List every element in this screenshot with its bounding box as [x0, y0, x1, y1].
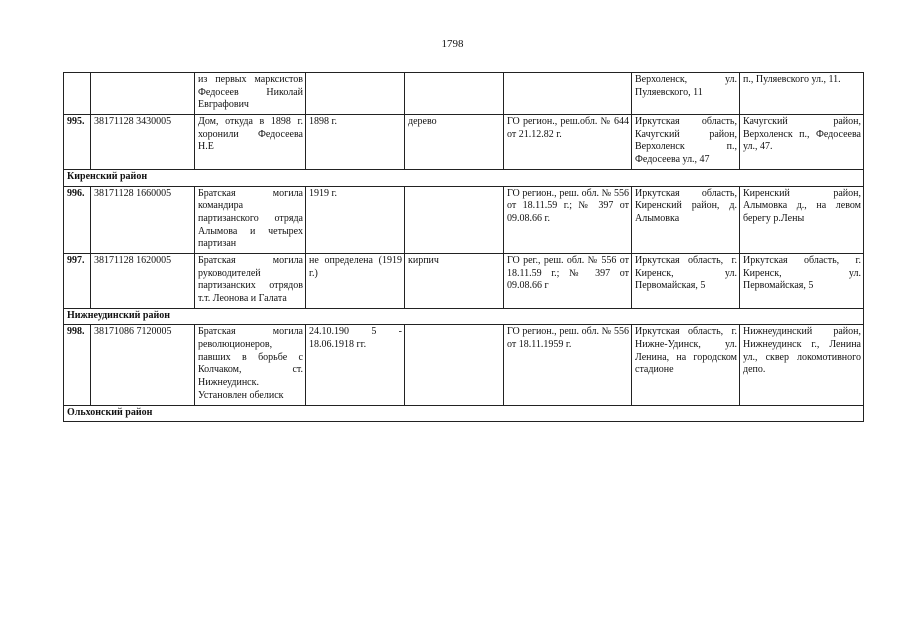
cell-date	[306, 73, 405, 115]
district-header-row	[64, 405, 864, 422]
table-row	[64, 186, 864, 253]
cell-description: Братская могила руководителей партизанских отрядов т.т. Леонова и Галата	[195, 253, 306, 308]
district-header-row	[64, 169, 864, 186]
cell-document: ГО регион., реш. обл. № 556 от 18.11.1959 г.	[504, 325, 632, 405]
cell-document: ГО рег., реш. обл. № 556 от 18.11.59 г.; № 397 от 09.08.66 г	[504, 253, 632, 308]
cell-code	[91, 73, 195, 115]
cell-code: 38171086 7120005	[91, 325, 195, 405]
cell-code: 38171128 3430005	[91, 115, 195, 170]
cell-material	[405, 186, 504, 253]
cell-num	[64, 73, 91, 115]
district-name: Ольхонский район	[64, 405, 864, 422]
cell-description: Братская могила революционеров, павших в борьбе с Колчаком, ст. Нижнеудинск. Установлен обелиск	[195, 325, 306, 405]
cell-description: Братская могила командира партизанского отряда Алымова и четырех партизан	[195, 186, 306, 253]
cell-date: 24.10.190 5 - 18.06.1918 гг.	[306, 325, 405, 405]
cell-date: не определена (1919 г.)	[306, 253, 405, 308]
table-row	[64, 115, 864, 170]
table-row	[64, 325, 864, 405]
cell-location: Иркутская область, г. Киренск, ул. Первомайская, 5	[632, 253, 740, 308]
cell-num: 995.	[64, 115, 91, 170]
cell-date: 1898 г.	[306, 115, 405, 170]
cell-description: из первых марксистов Федосеев Николай Евграфович	[195, 73, 306, 115]
cell-address: п., Пуляевского ул., 11.	[740, 73, 864, 115]
cell-date: 1919 г.	[306, 186, 405, 253]
district-name: Киренский район	[64, 169, 864, 186]
cell-material	[405, 325, 504, 405]
cell-code: 38171128 1620005	[91, 253, 195, 308]
cell-address: Иркутская область, г. Киренск, ул. Первомайская, 5	[740, 253, 864, 308]
cell-material	[405, 73, 504, 115]
page-number: 1798	[441, 38, 464, 50]
cell-address: Качугский район, Верхоленск п., Федосеева ул., 47.	[740, 115, 864, 170]
cell-code: 38171128 1660005	[91, 186, 195, 253]
cell-address: Киренский район, Алымовка д., на левом берегу р.Лены	[740, 186, 864, 253]
cell-address: Нижнеудинский район, Нижнеудинск г., Ленина ул., сквер локомотивного депо.	[740, 325, 864, 405]
cell-document	[504, 73, 632, 115]
cell-location: Иркутская область, г. Нижне-Удинск, ул. Ленина, на городском стадионе	[632, 325, 740, 405]
district-header-row	[64, 308, 864, 325]
cell-num: 997.	[64, 253, 91, 308]
district-name: Нижнеудинский район	[64, 308, 864, 325]
cell-location: Иркутская область, Качугский район, Верхоленск п., Федосеева ул., 47	[632, 115, 740, 170]
table-row-continuation	[64, 73, 864, 115]
cell-document: ГО регион., реш.обл. № 644 от 21.12.82 г.	[504, 115, 632, 170]
cell-location: Верхоленск, ул. Пуляевского, 11	[632, 73, 740, 115]
registry-body	[64, 73, 864, 422]
cell-location: Иркутская область, Киренский район, д. Алымовка	[632, 186, 740, 253]
cell-material: кирпич	[405, 253, 504, 308]
cell-num: 998.	[64, 325, 91, 405]
table-row	[64, 253, 864, 308]
cell-description: Дом, откуда в 1898 г. хоронили Федосеева Н.Е	[195, 115, 306, 170]
cell-document: ГО регион., реш. обл. № 556 от 18.11.59 г.; № 397 от 09.08.66 г.	[504, 186, 632, 253]
cell-material: дерево	[405, 115, 504, 170]
cell-num: 996.	[64, 186, 91, 253]
monument-registry-table	[63, 72, 864, 422]
